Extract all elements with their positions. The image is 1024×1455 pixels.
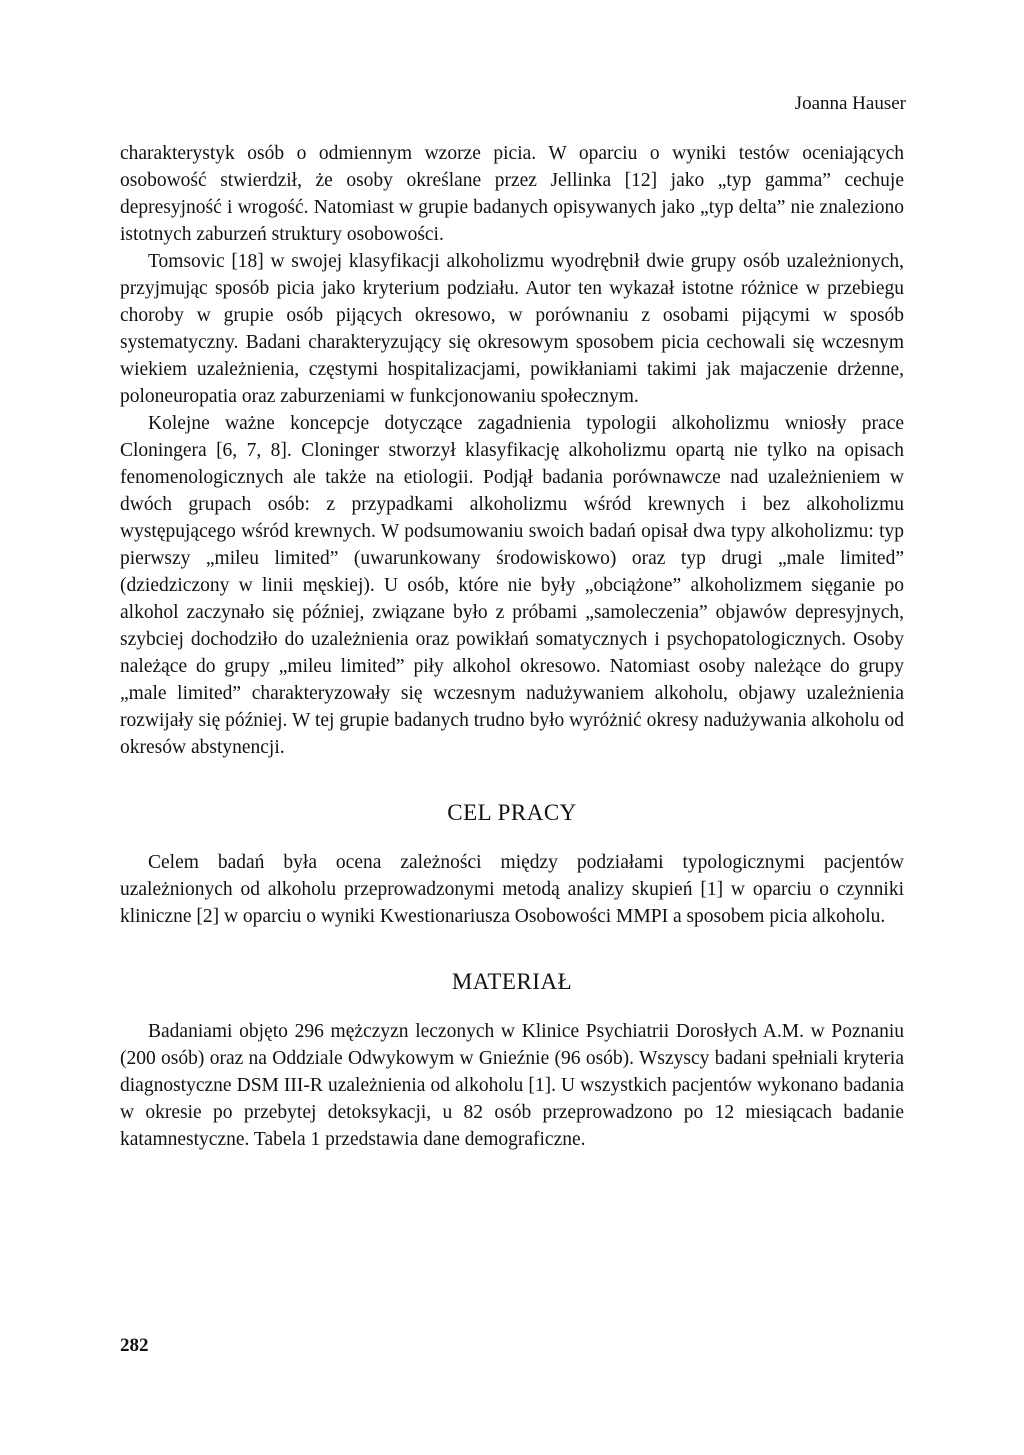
page-number: 282 <box>120 1335 149 1356</box>
page-body <box>120 140 904 1153</box>
section-heading-cel-pracy: CEL PRACY <box>447 800 577 825</box>
body-paragraph-2: Tomsovic [18] w swojej klasyfikacji alkoholizmu wyodrębnił dwie grupy osób uzależnionych, przyjmując sposób picia jako kryterium podziału. Autor ten wykazał istotne różnice w przebiegu choroby w grupie osób pijących okresowo, w porównaniu z osobami pijącymi w sposób systematyczny. Badani charakteryzujący się okresowym sposobem picia cechowali się wczesnym wiekiem uzależnienia, częstymi hospitalizacjami, powikłaniami takimi jak majaczenie drżenne, poloneuropatia oraz zaburzeniami w funkcjonowaniu społecznym. <box>120 251 904 407</box>
body-paragraph-1: charakterystyk osób o odmiennym wzorze picia. W oparciu o wyniki testów oceniających osobowość stwierdził, że osoby określane przez Jellinka [12] jako „typ gamma” cechuje depresyjność i wrogość. Natomiast w grupie badanych opisywanych jako „typ delta” nie znaleziono istotnych zaburzeń struktury osobowości. <box>120 143 904 245</box>
running-head-author: Joanna Hauser <box>794 93 906 114</box>
material-paragraph: Badaniami objęto 296 mężczyzn leczonych w Klinice Psychiatrii Dorosłych A.M. w Poznaniu (200 osób) oraz na Oddziale Odwykowym w Gnieźnie (96 osób). Wszyscy badani spełniali kryteria diagnostyczne DSM III-R uzależnienia od alkoholu [1]. U wszystkich pacjentów wykonano badania w okresie po przebytej detoksykacji, u 82 osób przeprowadzono po 12 miesiącach badanie katamnestyczne. Tabela 1 przedstawia dane demograficzne. <box>120 1021 904 1150</box>
section-heading-material: MATERIAŁ <box>451 969 573 994</box>
body-paragraph-3: Kolejne ważne koncepcje dotyczące zagadnienia typologii alkoholizmu wniosły prace Cloningera [6, 7, 8]. Cloninger stworzył klasyfikację alkoholizmu opartą nie tylko na opisach fenomenologicznych ale także na etiologii. Podjął badania porównawcze nad uzależnieniem w dwóch grupach osób: z przypadkami alkoholizmu wśród krewnych i bez alkoholizmu występującego wśród krewnych. W podsumowaniu swoich badań opisał dwa typy alkoholizmu: typ pierwszy „mileu limited” (uwarunkowany środowiskowo) oraz typ drugi „male limited” (dziedziczony w linii męskiej). U osób, które nie były „obciążone” alkoholizmem sięganie po alkohol zaczynało się później, związane było z próbami „samoleczenia” objawów depresyjnych, szybciej dochodziło do uzależnienia oraz powikłań somatycznych i psychopatologicznych. Osoby należące do grupy „mileu limited” piły alkohol okresowo. Natomiast osoby należące do grupy „male limited” charakteryzowały się wczesnym nadużywaniem alkoholu, objawy uzależnienia rozwijały się później. W tej grupie badanych trudno było wyróżnić okresy nadużywania alkoholu od okresów abstynencji. <box>120 413 904 758</box>
cel-pracy-paragraph: Celem badań była ocena zależności między podziałami typologicznymi pacjentów uzależnionych od alkoholu przeprowadzonymi metodą analizy skupień [1] w oparciu o czynniki kliniczne [2] w oparciu o wyniki Kwestionariusza Osobowości MMPI a sposobem picia alkoholu. <box>120 852 904 927</box>
